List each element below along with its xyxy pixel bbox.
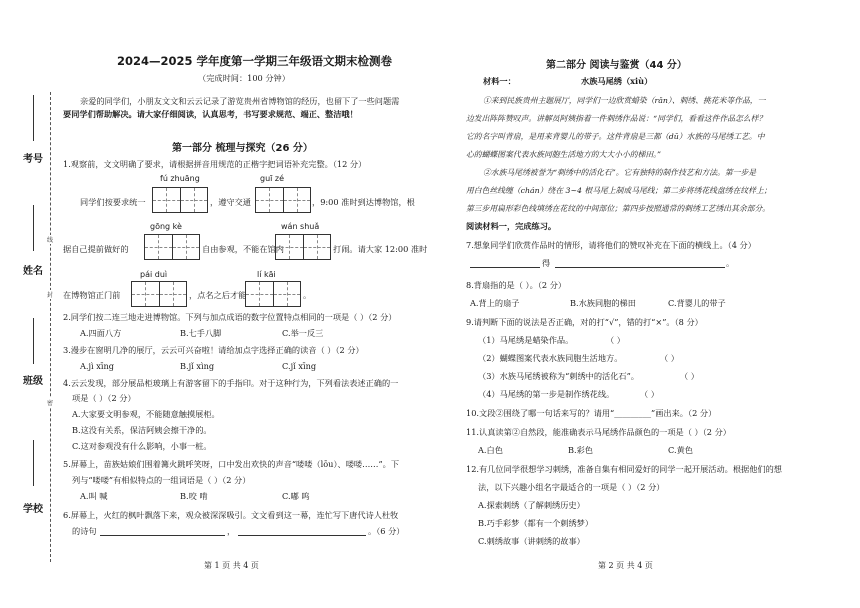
material-title: 水族马尾绣（xiù）: [581, 76, 653, 86]
fold-mark-secret: 密: [47, 400, 54, 407]
q4-option-b[interactable]: B.这没有关系，保洁阿姨会擦干净的。: [72, 425, 212, 435]
q1-pinyin-1: fú zhuāng: [160, 174, 200, 183]
q1-stem: 1.观察前，文文明确了要求，请根据拼音用规范的正楷字把词语补充完整。（12 分）: [63, 159, 367, 169]
class-blank: [33, 318, 34, 364]
q5-option-a[interactable]: A.叫 喊: [80, 491, 108, 501]
q1-answer-box-6[interactable]: [245, 281, 301, 307]
q8-option-c[interactable]: C.背婴儿的带子: [668, 298, 726, 308]
q8-option-a[interactable]: A.背上的扇子: [470, 298, 520, 308]
fold-mark-line: 线: [47, 237, 54, 244]
q1-line3-b: ，点名之后才能: [189, 290, 247, 300]
para1-line1: ①来到民族贵州主题展厅，同学们一边欣赏蜡染（rǎn）、刺绣、挑花米等作品，一: [483, 96, 766, 105]
q9-item-1: （1）马尾绣是蜡染作品。: [478, 335, 574, 345]
intro-line-2: 要同学们帮助解决。请大家仔细阅读，认真思考，书写要求规范、端正、整洁哦！: [63, 109, 358, 119]
q4-option-c[interactable]: C.这对参观没有什么影响，小事一桩。: [72, 441, 212, 451]
q11-option-c[interactable]: C.黄色: [668, 445, 693, 455]
q11-option-a[interactable]: A.白色: [478, 445, 503, 455]
q5-option-b[interactable]: B.咬 啃: [180, 491, 208, 501]
material-label: 材料一：: [483, 76, 516, 86]
q6-stem-line1: 6.屏幕上，火红的枫叶飘落下来，观众被深深吸引。文文看到这一幕，连忙写下唐代诗人杜牧: [63, 510, 399, 520]
q9-bracket-3[interactable]: （ ）: [680, 371, 699, 381]
page1-footer: 第 1 页 共 4 页: [204, 561, 259, 570]
q1-line2-b: 自由参观，不能在馆内: [202, 244, 284, 254]
para2-line2: 用白色丝线缠（chán）绕在 3~4 根马尾上制成马尾线；第二步将绣花线盘绣在纹样上；: [466, 186, 772, 195]
q7-answer-line-2[interactable]: [555, 267, 725, 268]
q1-pinyin-6: lí kāi: [257, 270, 276, 279]
para2-line3: 第三步用扁形彩色线填绣在花纹的中间部位；第四步按照通常的刺绣工艺绣出其余部分。: [466, 204, 771, 213]
q11-option-b[interactable]: B.彩色: [568, 445, 593, 455]
reading-task: 阅读材料一，完成练习。: [466, 221, 557, 231]
q6-stem-line2-c: 。（6 分）: [368, 526, 405, 536]
q10-stem: 10.文段②围绕了哪一句话来写的？请用“_________”画出来。（2 分）: [466, 408, 717, 418]
intro-line-1: 亲爱的同学们，小朋友文文和云云记录了游览贵州省博物馆的经历，也留下了一些问题需: [80, 96, 400, 106]
q3-option-c[interactable]: C.jǐ xīng: [282, 361, 317, 371]
exam-title: 2024—2025 学年度第一学期三年级语文期末检测卷: [117, 54, 393, 68]
q8-stem: 8.背扇指的是（ ）。（2 分）: [466, 280, 567, 290]
part2-heading: 第二部分 阅读与鉴赏（44 分）: [546, 60, 687, 71]
q7-stem: 7.想象同学们欣赏作品时的情形，请将他们的赞叹补充在下面的横线上。（4 分）: [466, 240, 756, 250]
q2-option-c[interactable]: C.举一反三: [282, 328, 324, 338]
para1-line4: 心的蝴蝶图案代表水族同胞生活地方的大大小小的梯田。”: [466, 150, 662, 159]
q1-pinyin-4: wán shuǎ: [281, 222, 320, 231]
para2-line1: ②水族马尾绣被誉为“刺绣中的活化石”。它有独特的制作技艺和方法。第一步是: [483, 168, 757, 177]
q9-item-4: （4）马尾绣的第一步是制作绣花线。: [478, 389, 615, 399]
q3-stem: 3.漫步在窗明几净的展厅，云云可兴奋啦！请给加点字选择正确的读音（ ）（2 分）: [63, 345, 364, 355]
q7-end: 。: [726, 258, 735, 268]
q1-line3-c: 。: [303, 290, 312, 300]
q4-stem-line1: 4.云云发现，部分展品柜玻璃上有游客留下的手指印。对于这种行为，下列看法表述正确的一: [63, 378, 399, 388]
q5-stem-line1: 5.屏幕上，苗族姑娘们围着篝火跳呼笑呀，口中发出欢快的声音“喽喽（lōu）、喽喽……”。下: [63, 459, 400, 469]
sidebar-label-school: 学校: [23, 504, 43, 515]
q1-answer-box-4[interactable]: [275, 234, 331, 260]
page2-footer: 第 2 页 共 4 页: [598, 561, 653, 570]
q4-stem-line2: 项是（ ）（2 分）: [72, 393, 136, 403]
q4-option-a[interactable]: A.大家要文明参观，不能随意触摸展柜。: [72, 409, 220, 419]
q3-option-b[interactable]: B.jǐ xìng: [180, 361, 215, 371]
para1-line2: 边发出阵阵赞叹声。讲解员阿姨指着一件刺绣作品说：“同学们，看看这件作品怎么样？: [466, 114, 767, 123]
name-blank: [33, 205, 34, 251]
part1-heading: 第一部分 梳理与探究（26 分）: [172, 143, 313, 154]
q6-answer-line-1[interactable]: [100, 535, 225, 536]
q12-option-a[interactable]: A.探索刺绣（了解刺绣历史）: [478, 500, 585, 510]
q1-pinyin-2: guī zé: [260, 174, 285, 183]
q7-mid: 得: [542, 258, 551, 268]
q3-option-a[interactable]: A.jì xīng: [80, 361, 115, 371]
q7-answer-line-1[interactable]: [470, 267, 540, 268]
q1-line3-a: 在博物馆正门前: [63, 290, 121, 300]
q1-pinyin-3: gōng kè: [150, 222, 182, 231]
q12-option-c[interactable]: C.刺绣故事（讲刺绣的故事）: [478, 536, 585, 546]
q9-stem: 9.请判断下面的说法是否正确，对的打“√”，错的打“×”。（8 分）: [466, 317, 703, 327]
q1-line1-a: 同学们按要求统一: [80, 197, 146, 207]
para1-line3: 它的名字叫背扇，是用来背婴儿的带子。这件背扇是三都（dū）水族的马尾绣工艺。中: [466, 132, 765, 141]
q12-option-b[interactable]: B.巧手彩梦（都有一个刺绣梦）: [478, 518, 594, 528]
sidebar-label-class: 班级: [23, 376, 43, 387]
q12-stem-line2: 法，以下兴趣小组名字最适合的一项是（ ）（2 分）: [478, 482, 665, 492]
q6-stem-line2-a: 的诗句: [72, 526, 97, 536]
q12-stem-line1: 12.有几位同学很想学习刺绣，准备自集有相同爱好的同学一起开展活动。根据他们的想: [466, 464, 782, 474]
q9-bracket-2[interactable]: （ ）: [660, 353, 679, 363]
q5-stem-line2: 列与“喽喽”有相似特点的一组词语是（ ）（2 分）: [72, 475, 251, 485]
q1-answer-box-2[interactable]: [255, 187, 311, 213]
q1-line2-a: 据自己提前做好的: [63, 244, 129, 254]
q2-option-a[interactable]: A.四面八方: [80, 328, 122, 338]
sidebar-label-name: 姓名: [23, 266, 43, 277]
q9-bracket-1[interactable]: （ ）: [606, 335, 625, 345]
q11-stem: 11.认真读第②自然段，能准确表示马尾绣作品颜色的一项是（ ）（2 分）: [466, 427, 731, 437]
q1-answer-box-1[interactable]: [152, 187, 208, 213]
exam-number-blank: [33, 95, 34, 141]
q9-item-3: （3）水族马尾绣被称为“刺绣中的活化石”。: [478, 371, 639, 381]
school-blank: [33, 440, 34, 486]
q6-answer-line-2[interactable]: [238, 535, 366, 536]
fold-mark-seal: 封: [47, 292, 54, 299]
q9-item-2: （2）蝴蝶图案代表水族同胞生活地方。: [478, 353, 623, 363]
q8-option-b[interactable]: B.水族同胞的梯田: [570, 298, 636, 308]
q2-option-b[interactable]: B.七手八脚: [180, 328, 222, 338]
q1-pinyin-5: pái duì: [140, 270, 168, 279]
q1-line1-b: ，遵守交通: [210, 197, 251, 207]
time-note: （完成时间：100 分钟）: [198, 73, 290, 83]
q6-stem-line2-b: ，: [227, 526, 236, 536]
q1-line1-c: ，9:00 准时到达博物馆，根: [312, 197, 415, 207]
q5-option-c[interactable]: C.嘟 呜: [282, 491, 310, 501]
q2-stem: 2.同学们按二连三地走进博物馆。下列与加点成语的数字位置特点相同的一项是（ ）（2 分）: [63, 312, 397, 322]
q9-bracket-4[interactable]: （ ）: [640, 389, 659, 399]
q1-answer-box-3[interactable]: [144, 234, 200, 260]
sidebar-label-exam-number: 考号: [23, 154, 43, 165]
binding-fold-line: [50, 92, 51, 562]
q1-line2-c: 打闹。请大家 12:00 准时: [333, 244, 428, 254]
q1-answer-box-5[interactable]: [131, 281, 187, 307]
